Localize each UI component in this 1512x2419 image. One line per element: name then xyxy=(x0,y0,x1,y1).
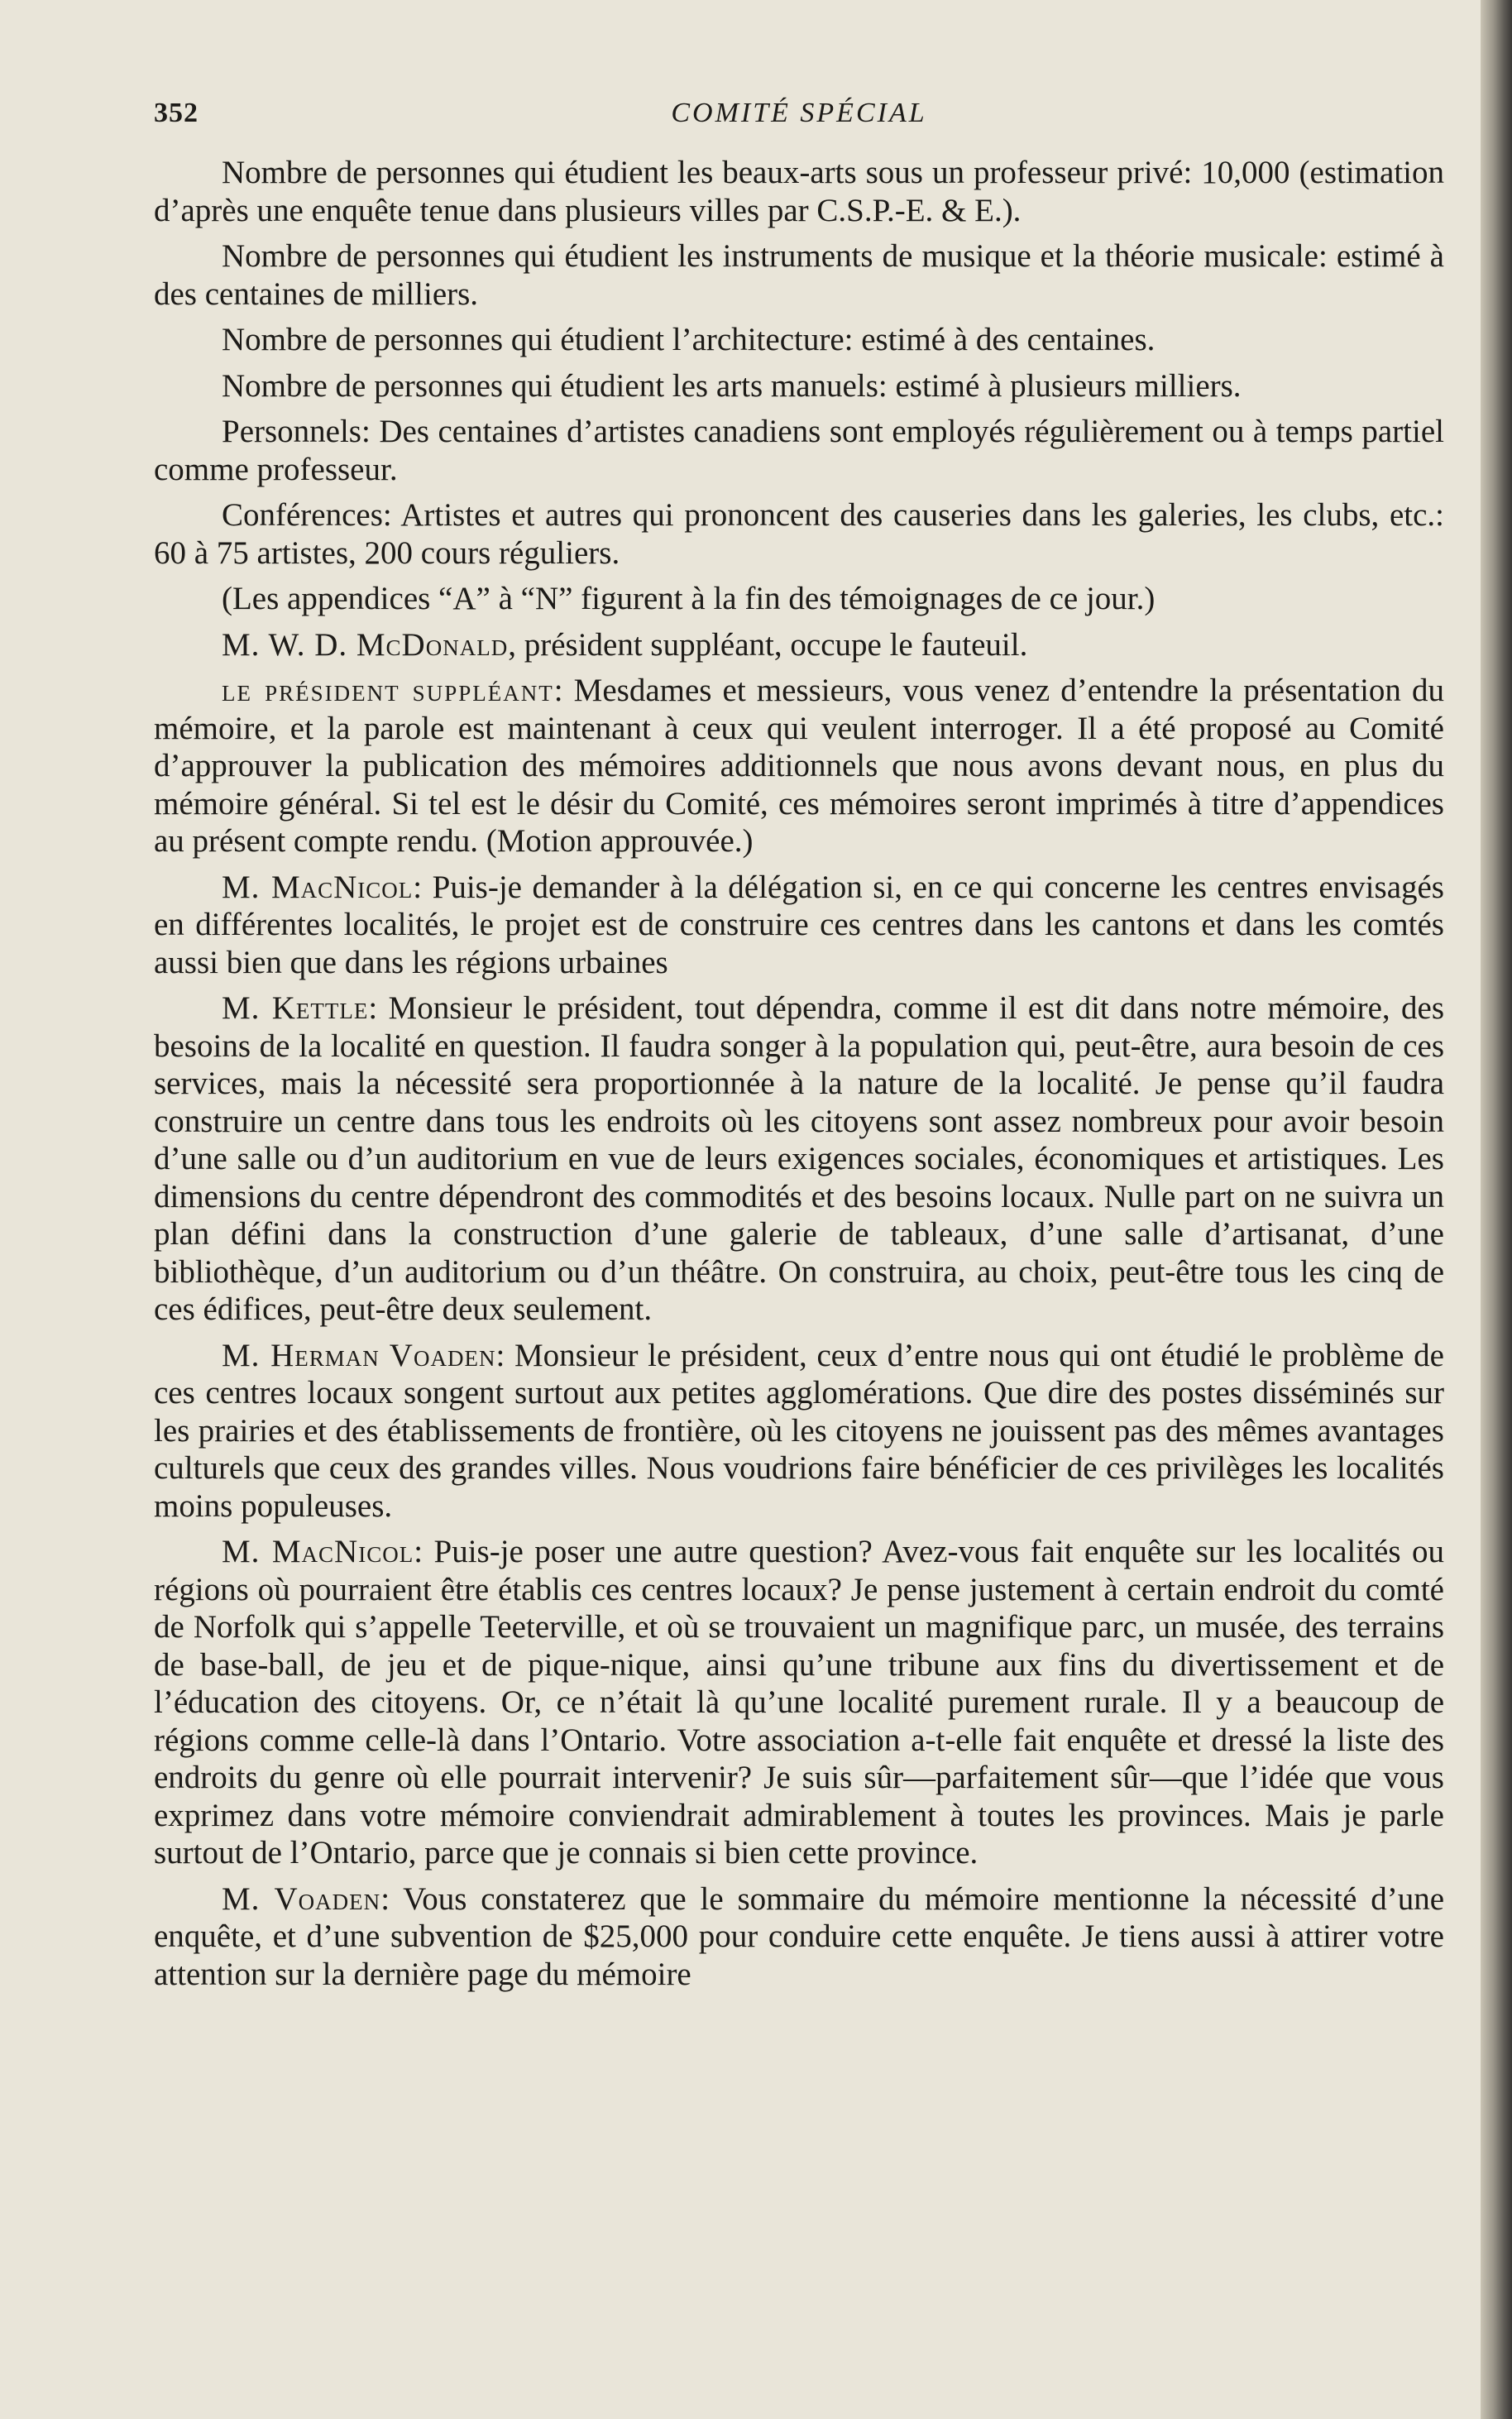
speaker-name: M. Herman Voaden xyxy=(222,1337,496,1373)
paragraph-voaden-answer-1: M. Herman Voaden: Monsieur le président, ceux d’entre nous qui ont étudié le problème de ces centres locaux songent surtout aux petites agglomérations. Que dire des postes disséminés sur les prairies et des établissements de frontière, où les citoyens ne jouissent pas des mêmes avantages culturels que ceux des grandes villes. Nous voudrions faire bénéficier de ces privilèges les localités moins populeuses. xyxy=(154,1337,1444,1524)
speaker-name: M. Voaden xyxy=(222,1880,381,1917)
paragraph-architecture-students: Nombre de personnes qui étudient l’architecture: estimé à des centaines. xyxy=(222,322,1156,357)
paragraph-macnicol-question-1: M. MacNicol: Puis-je demander à la délégation si, en ce qui concerne les centres envisagés en différentes localités, le projet est de construire ces centres dans les cantons et dans les comtés aussi bien que dans les régions urbaines xyxy=(154,869,1444,980)
paragraph-manual-arts-students: Nombre de personnes qui étudient les arts manuels: estimé à plusieurs milliers. xyxy=(222,367,1242,404)
body-text xyxy=(154,154,1444,2001)
book-binding-edge xyxy=(1481,0,1512,2419)
page-number: 352 xyxy=(154,98,199,128)
paragraph-macnicol-question-2: M. MacNicol: Puis-je poser une autre question? Avez-vous fait enquête sur les localités ou régions où pourraient être établis ces centres locaux? Je pense justement à certain endroit du comté de Norfolk qui s’appelle Teeterville, et où se trouvaient un magnifique parc, un musée, des terrains de base-ball, de jeu et de pique-nique, ainsi qu’une tribune aux fins du divertissement et de l’éducation des citoyens. Or, ce n’était là qu’une localité purement rurale. Il y a beaucoup de régions comme celle-là dans l’Ontario. Votre association a-t-elle fait enquête et dressé la liste des endroits du genre où elle pourrait intervenir? Je suis sûr—parfaitement sûr—que l’idée que vous exprimez dans votre mémoire conviendrait admirablement à toutes les provinces. Mais je parle surtout de l’Ontario, parce que je connais si bien cette province. xyxy=(154,1534,1444,1871)
paragraph-appendices-note: (Les appendices “A” à “N” figurent à la fin des témoignages de ce jour.) xyxy=(222,581,1156,616)
page-header xyxy=(154,93,1444,139)
speaker-name: M. W. D. McDonald xyxy=(222,626,509,663)
speaker-name: M. Kettle xyxy=(222,990,369,1026)
paragraph-acting-chairman: le président suppléant: Mesdames et messieurs, vous venez d’entendre la présentation du mémoire, et la parole est maintenant à ceux qui veulent interroger. Il a été proposé au Comité d’approuver la publication des mémoires additionnels que nous avons devant nous, en plus du mémoire général. Si tel est le désir du Comité, ces mémoires seront imprimés à titre d’appendices au présent compte rendu. (Motion approuvée.) xyxy=(154,673,1445,859)
running-title: COMITÉ SPÉCIAL xyxy=(671,98,927,128)
paragraph-music-students: Nombre de personnes qui étudient les instruments de musique et la théorie musicale: estimé à des centaines de milliers. xyxy=(154,238,1444,312)
paragraph-conferences: Conférences: Artistes et autres qui prononcent des causeries dans les galeries, les clubs, etc.: 60 à 75 artistes, 200 cours réguliers. xyxy=(154,497,1444,571)
paragraph-personnel: Personnels: Des centaines d’artistes canadiens sont employés régulièrement ou à temps partiel comme professeur. xyxy=(154,414,1444,487)
paragraph-private-lessons: Nombre de personnes qui étudient les beaux-arts sous un professeur privé: 10,000 (estimation d’après une enquête tenue dans plusieurs villes par C.S.P.-E. & E.). xyxy=(154,155,1444,228)
speaker-name: le président suppléant xyxy=(222,673,554,708)
paragraph-voaden-answer-2: M. Voaden: Vous constaterez que le sommaire du mémoire mentionne la nécessité d’une enquête, et d’une subvention de $25,000 pour conduire cette enquête. Je tiens aussi à attirer votre attention sur la dernière page du mémoire xyxy=(154,1880,1445,1992)
speaker-name: M. MacNicol xyxy=(222,869,414,905)
paragraph-chair-change: M. W. D. McDonald, président suppléant, occupe le fauteuil. xyxy=(222,626,1028,663)
paragraph-kettle-answer: M. Kettle: Monsieur le président, tout dépendra, comme il est dit dans notre mémoire, des besoins de la localité en question. Il faudra songer à la population qui, peut-être, aura besoin de ces services, mais la nécessité sera proportionnée à la nature de la localité. Je pense qu’il faudra construire un centre dans tous les endroits où les citoyens sont assez nombreux pour avoir besoin d’une salle ou d’un auditorium en vue de leurs exigences sociales, économiques et artistiques. Les dimensions du centre dépendront des commodités et des besoins locaux. Nulle part on ne suivra un plan défini dans la construction d’une galerie de tableaux, d’une salle d’artisanat, d’une bibliothèque, d’un auditorium ou d’un théâtre. On construira, au choix, peut-être tous les cinq de ces édifices, peut-être deux seulement. xyxy=(154,990,1444,1327)
speaker-name: M. MacNicol xyxy=(222,1534,414,1569)
